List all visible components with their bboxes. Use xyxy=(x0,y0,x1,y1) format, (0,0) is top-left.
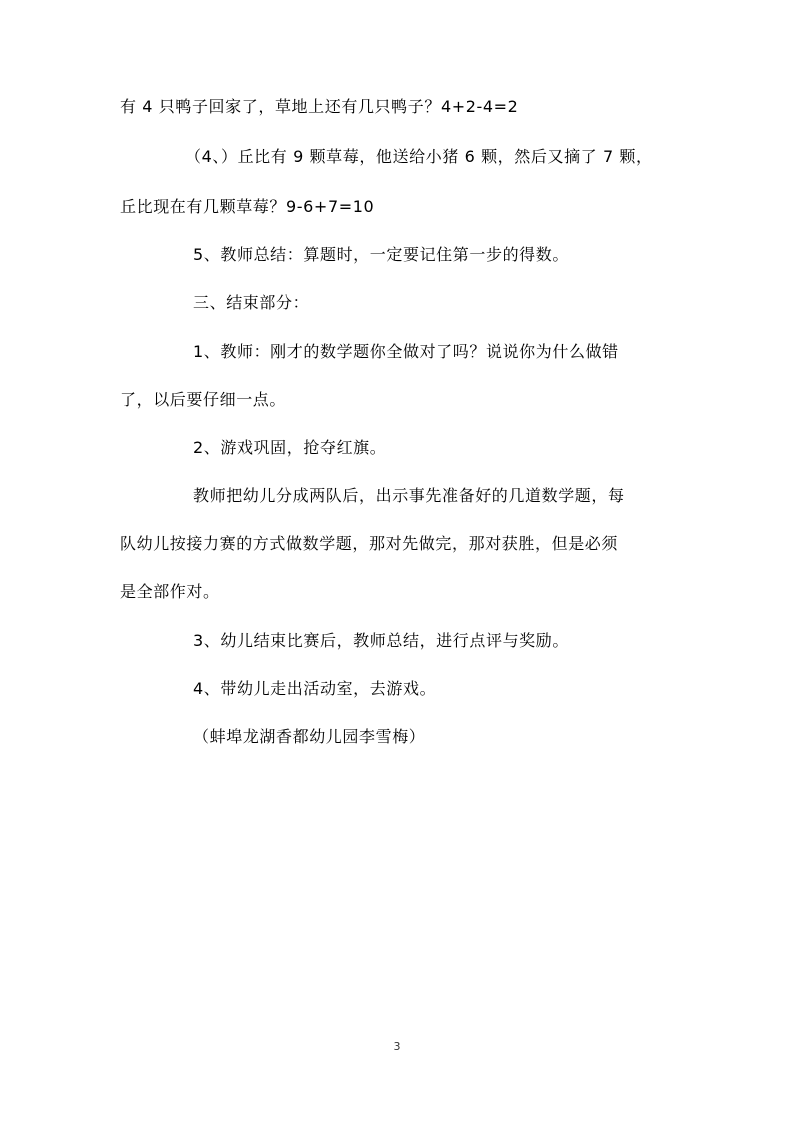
text-line: 队幼儿按接力赛的方式做数学题，那对先做完，那对获胜，但是必须 xyxy=(120,534,619,553)
text-line: 了，以后要仔细一点。 xyxy=(120,390,287,409)
text-line: 2、游戏巩固，抢夺红旗。 xyxy=(193,438,387,457)
text-line: 教师把幼儿分成两队后，出示事先准备好的几道数学题，每 xyxy=(193,486,625,505)
text-line: 1、教师：刚才的数学题你全做对了吗？说说你为什么做错 xyxy=(193,342,619,361)
text-line: 是全部作对。 xyxy=(120,582,220,601)
text-line: 4、带幼儿走出活动室，去游戏。 xyxy=(193,679,437,698)
page-number: 3 xyxy=(393,1040,401,1053)
text-line: 5、教师总结：算题时，一定要记住第一步的得数。 xyxy=(193,245,569,264)
text-line: 有 4 只鸭子回家了，草地上还有几只鸭子？4+2-4=2 xyxy=(120,97,519,116)
section-heading: 三、结束部分： xyxy=(193,293,310,312)
text-line: （4、）丘比有 9 颗草莓，他送给小猪 6 颗，然后又摘了 7 颗， xyxy=(185,147,653,166)
text-line: 3、幼儿结束比赛后，教师总结，进行点评与奖励。 xyxy=(193,631,569,650)
author-credit: （蚌埠龙湖香都幼儿园李雪梅） xyxy=(193,727,426,746)
text-line: 丘比现在有几颗草莓？9-6+7=10 xyxy=(120,197,375,216)
